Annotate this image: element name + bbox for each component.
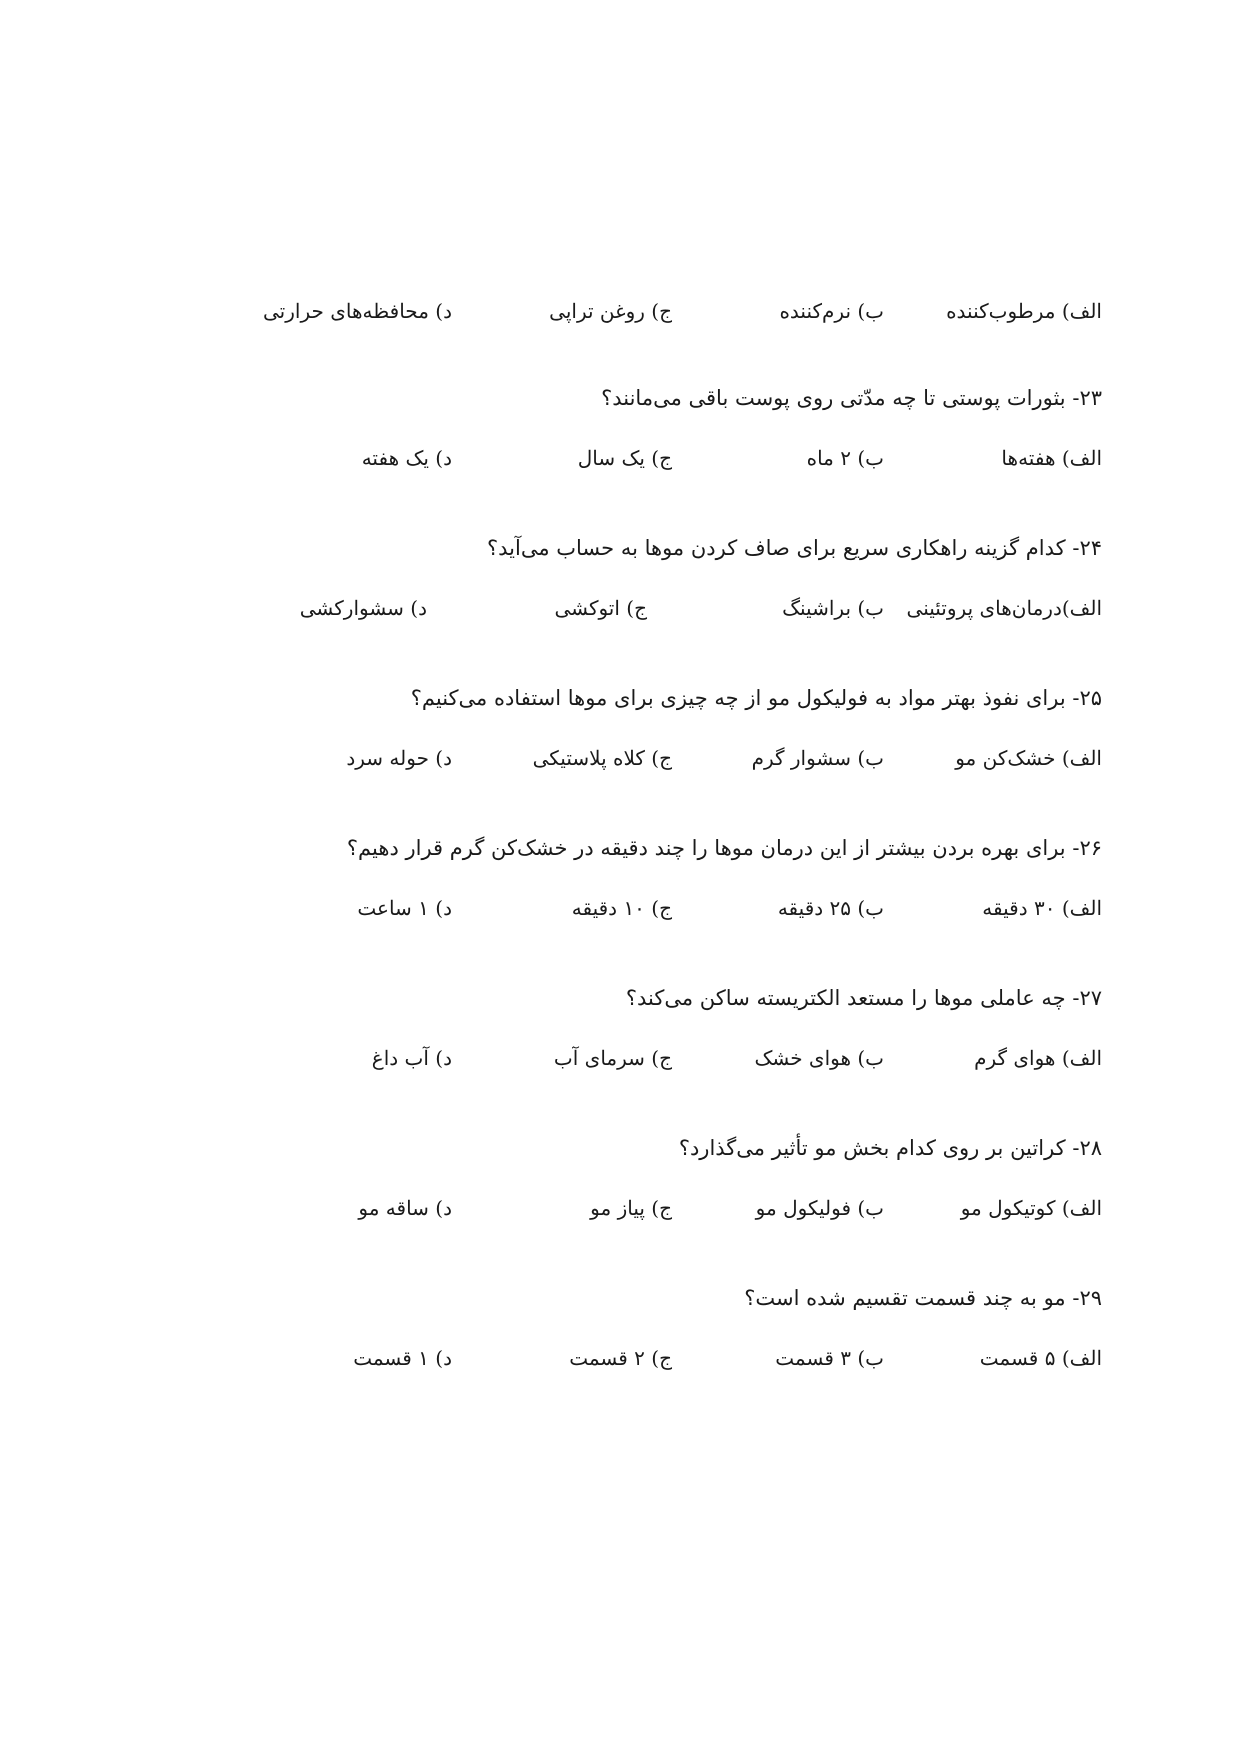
option-jim: ج) کلاه پلاستیکی — [532, 746, 672, 770]
option-be: ب) نرم‌کننده — [779, 299, 884, 323]
option-alef: الف) کوتیکول مو — [960, 1196, 1102, 1220]
option-dal: د) یک هفته — [361, 446, 452, 470]
option-jim: ج) ۲ قسمت — [569, 1346, 672, 1370]
option-be: ب) ۲ ماه — [806, 446, 884, 470]
question-24-options — [102, 588, 1102, 628]
option-dal: د) حوله سرد — [346, 746, 452, 770]
option-jim: ج) سرمای آب — [553, 1046, 672, 1070]
option-jim: ج) اتوکشی — [554, 596, 647, 620]
question-text: ۲۸- کراتین بر روی کدام بخش مو تأثیر می‌گذارد؟ — [678, 1136, 1102, 1160]
option-jim: ج) یک سال — [577, 446, 672, 470]
option-dal: د) ۱ ساعت — [357, 896, 452, 920]
option-jim: ج) پیاز مو — [590, 1196, 672, 1220]
option-jim: ج) روغن تراپی — [549, 299, 672, 323]
question-text: ۲۷- چه عاملی موها را مستعد الکتریسته ساکن می‌کند؟ — [625, 986, 1102, 1010]
option-alef: الف) هوای گرم — [974, 1046, 1102, 1070]
option-alef: الف) خشک‌کن مو — [955, 746, 1102, 770]
question-29 — [102, 1278, 1102, 1318]
question-28-options — [102, 1188, 1102, 1228]
option-be: ب) براشینگ — [782, 596, 884, 620]
option-dal: د) سشوارکشی — [299, 596, 427, 620]
question-27-options — [102, 1038, 1102, 1078]
option-alef: الف) ۳۰ دقیقه — [982, 896, 1102, 920]
question-24 — [102, 528, 1102, 568]
option-be: ب) ۲۵ دقیقه — [777, 896, 884, 920]
question-27 — [102, 978, 1102, 1018]
question-text: ۲۹- مو به چند قسمت تقسیم شده است؟ — [744, 1286, 1102, 1310]
question-23-options — [102, 438, 1102, 478]
option-be: ب) سشوار گرم — [751, 746, 884, 770]
option-be: ب) ۳ قسمت — [775, 1346, 884, 1370]
option-alef: الف) ۵ قسمت — [979, 1346, 1102, 1370]
question-25 — [102, 678, 1102, 718]
option-be: ب) فولیکول مو — [755, 1196, 884, 1220]
question-23 — [102, 378, 1102, 418]
question-26-options — [102, 888, 1102, 928]
option-alef: الف) هفته‌ها — [1001, 446, 1102, 470]
question-text: ۲۴- کدام گزینه راهکاری سریع برای صاف کردن موها به حساب می‌آید؟ — [486, 536, 1102, 560]
question-text: ۲۳- بثورات پوستی تا چه مدّتی روی پوست باقی می‌مانند؟ — [601, 386, 1102, 410]
question-text: ۲۶- برای بهره بردن بیشتر از این درمان موها را چند دقیقه در خشک‌کن گرم قرار دهیم؟ — [346, 836, 1102, 860]
option-jim: ج) ۱۰ دقیقه — [571, 896, 672, 920]
option-alef: الف) مرطوب‌کننده — [946, 299, 1102, 323]
question-29-options — [102, 1338, 1102, 1378]
question-22-options — [102, 291, 1102, 331]
question-26 — [102, 828, 1102, 868]
question-28 — [102, 1128, 1102, 1168]
option-dal: د) ساقه مو — [358, 1196, 452, 1220]
option-dal: د) ۱ قسمت — [353, 1346, 452, 1370]
option-be: ب) هوای خشک — [754, 1046, 884, 1070]
question-25-options — [102, 738, 1102, 778]
option-alef: الف)درمان‌های پروتئینی — [906, 596, 1102, 620]
option-dal: د) محافظه‌های حرارتی — [263, 299, 452, 323]
option-dal: د) آب داغ — [371, 1046, 452, 1070]
question-text: ۲۵- برای نفوذ بهتر مواد به فولیکول مو از چه چیزی برای موها استفاده می‌کنیم؟ — [410, 686, 1102, 710]
